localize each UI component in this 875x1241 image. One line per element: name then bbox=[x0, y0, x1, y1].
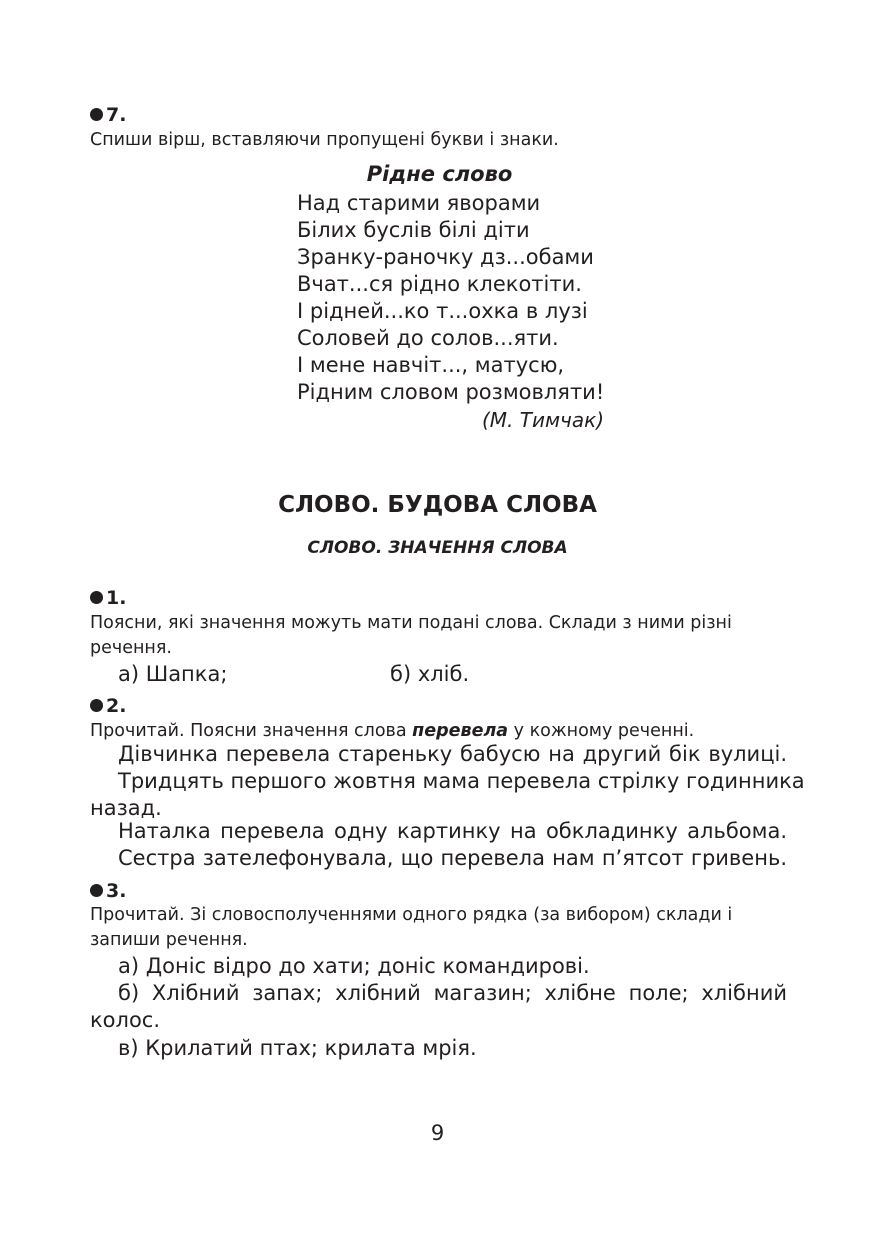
task-1-item-a: а) Шапка; bbox=[118, 662, 228, 686]
task-2-keyword: перевела bbox=[412, 721, 509, 741]
bullet-icon bbox=[90, 108, 103, 121]
task-2-number-text: 2. bbox=[106, 695, 127, 717]
bullet-icon bbox=[90, 591, 103, 604]
poem-line: Рідним словом розмовляти! bbox=[297, 380, 605, 404]
poem-line: Соловей до солов...яти. bbox=[297, 326, 559, 350]
task-3-number bbox=[90, 880, 126, 902]
task-2-line-2a: Тридцять першого жовтня мама перевела стрілку годинника bbox=[118, 769, 805, 793]
task-3-line-c: в) Крилатий птах; крилата мрія. bbox=[118, 1036, 477, 1060]
page-number: 9 bbox=[430, 1121, 445, 1145]
task-7-instruction: Спиши вірш, вставляючи пропущені букви і знаки. bbox=[90, 130, 559, 150]
poem-line: Вчат...ся рідно клекотіти. bbox=[297, 272, 582, 296]
task-3-line-a: а) Доніс відро до хати; доніс командирові. bbox=[118, 954, 590, 978]
task-2-number bbox=[90, 695, 126, 717]
poem-line: І мене навчіт..., матусю, bbox=[297, 353, 565, 377]
task-3-instruction: Прочитай. Зі словосполученнями одного рядка (за вибором) склади і запиши речення. bbox=[90, 905, 733, 950]
poem bbox=[297, 190, 604, 406]
poem-author: (М. Тимчак) bbox=[481, 408, 604, 432]
section-title: СЛОВО. БУДОВА СЛОВА bbox=[278, 492, 597, 518]
task-2-line-1: Дівчинка перевела стареньку бабусю на другий бік вулиці. bbox=[118, 742, 787, 766]
task-3-line-b2: колос. bbox=[90, 1008, 161, 1032]
task-2-instruction-end: у кожному реченні. bbox=[508, 721, 695, 741]
task-1-instruction: Поясни, які значення можуть мати подані слова. Склади з ними різні речення. bbox=[90, 613, 732, 658]
poem-line: Зранку-раночку дз...обами bbox=[297, 245, 594, 269]
bullet-icon bbox=[90, 884, 103, 897]
poem-line: І рідней...ко т...охка в лузі bbox=[297, 299, 588, 323]
task-1-item-b: б) хліб. bbox=[390, 662, 470, 686]
task-2-instruction-start: Прочитай. Поясни значення слова bbox=[90, 721, 413, 741]
task-2-line-4: Сестра зателефонувала, що перевела нам п’ятсот гривень. bbox=[118, 846, 787, 870]
poem-line: Над старими яворами bbox=[297, 191, 541, 215]
task-2-line-2b: назад. bbox=[90, 796, 162, 820]
task-3-number-text: 3. bbox=[106, 880, 127, 902]
task-1-number-text: 1. bbox=[106, 587, 127, 609]
section-subtitle: СЛОВО. ЗНАЧЕННЯ СЛОВА bbox=[307, 538, 568, 558]
task-7-number-text: 7. bbox=[106, 104, 127, 126]
poem-title: Рідне слово bbox=[366, 162, 513, 186]
task-2-line-3: Наталка перевела одну картинку на обкладинку альбома. bbox=[118, 819, 787, 843]
bullet-icon bbox=[90, 699, 103, 712]
task-3-line-b1: б) Хлібний запах; хлібний магазин; хлібне поле; хлібний bbox=[118, 981, 787, 1005]
task-1-number bbox=[90, 587, 126, 609]
task-7-number bbox=[90, 104, 126, 126]
poem-line: Білих буслів білі діти bbox=[297, 218, 530, 242]
